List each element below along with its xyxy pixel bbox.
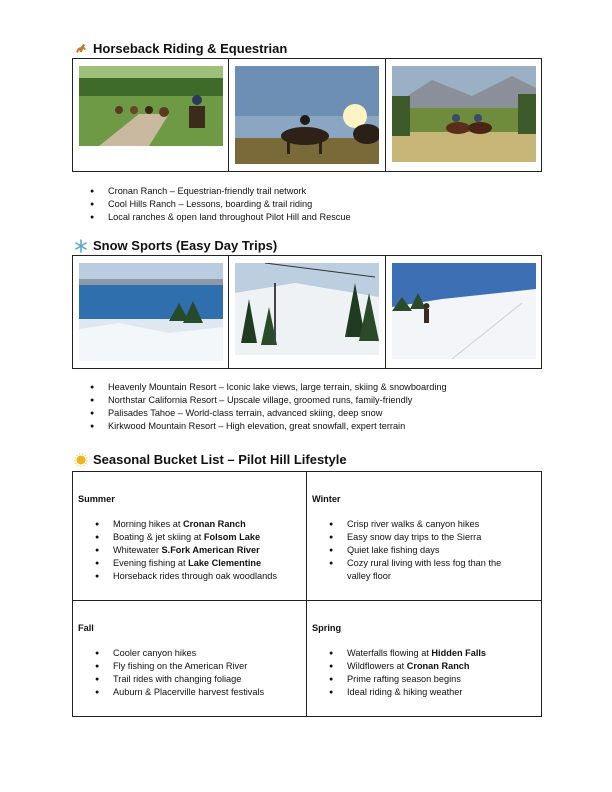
list-item: ● Palisades Tahoe – World-class terrain, advanced skiing, deep snow [90, 407, 447, 420]
list-item: ● Horseback rides through oak woodlands [95, 570, 285, 583]
seasonal-grid [72, 471, 542, 717]
section-heading-bucket [74, 452, 347, 467]
photo-cell [73, 256, 229, 368]
list-item: ● Ideal riding & hiking weather [329, 686, 519, 699]
place-name: Folsom Lake [203, 532, 261, 542]
photo-cell [386, 256, 541, 368]
horse-icon [74, 42, 88, 56]
season-winter [307, 472, 541, 601]
list-item: ● Cronan Ranch – Equestrian-friendly trail network [90, 185, 351, 198]
season-fall [73, 601, 307, 716]
photo-cell [229, 59, 385, 171]
place-name: Hidden Falls [431, 648, 487, 658]
lake-view-ski-photo [79, 263, 223, 361]
list-item: ● Crisp river walks & canyon hikes [329, 518, 519, 531]
photo-table-snow [72, 255, 542, 369]
section-title: Horseback Riding & Equestrian [93, 41, 288, 56]
list-item: ● Heavenly Mountain Resort – Iconic lake views, large terrain, skiing & snowboarding [90, 381, 447, 394]
list-item: ● Auburn & Placerville harvest festivals [95, 686, 285, 699]
season-summer [73, 472, 307, 601]
section-title: Seasonal Bucket List – Pilot Hill Lifestyle [93, 452, 347, 467]
section-heading-snow [74, 238, 277, 253]
photo-cell [229, 256, 385, 368]
season-list [95, 647, 285, 699]
season-title: Spring [312, 623, 342, 633]
equestrian-list [90, 185, 351, 224]
season-list [329, 518, 519, 583]
list-item: ● Local ranches & open land throughout Pilot Hill and Rescue [90, 211, 351, 224]
list-item: ● Cool Hills Ranch – Lessons, boarding & trail riding [90, 198, 351, 211]
snow-list [90, 381, 447, 433]
photo-cell [73, 59, 229, 171]
sun-icon [74, 453, 88, 467]
list-item: ● Whitewater S.Fork American River [95, 544, 285, 557]
snowflake-icon [74, 239, 88, 253]
season-title: Fall [78, 623, 94, 633]
list-item: ● Easy snow day trips to the Sierra [329, 531, 519, 544]
list-item: ● Morning hikes at Cronan Ranch [95, 518, 285, 531]
place-name: Lake Clementine [188, 558, 262, 568]
list-item: ● Boating & jet skiing at Folsom Lake [95, 531, 285, 544]
list-item: ● Quiet lake fishing days [329, 544, 519, 557]
list-item: ● Cozy rural living with less fog than the valley floor [329, 557, 519, 583]
meadow-riders-photo [392, 66, 536, 162]
list-item: ● Kirkwood Mountain Resort – High elevation, great snowfall, expert terrain [90, 420, 447, 433]
list-item: ● Northstar California Resort – Upscale village, groomed runs, family-friendly [90, 394, 447, 407]
list-item: ● Fly fishing on the American River [95, 660, 285, 673]
season-title: Summer [78, 494, 115, 504]
section-title: Snow Sports (Easy Day Trips) [93, 238, 278, 253]
section-heading-equestrian [74, 41, 287, 56]
list-item: ● Wildflowers at Cronan Ranch [329, 660, 519, 673]
list-item: ● Cooler canyon hikes [95, 647, 285, 660]
season-list [95, 518, 285, 583]
trail-riders-photo [79, 66, 223, 146]
ski-lift-photo [235, 263, 379, 355]
season-title: Winter [312, 494, 341, 504]
list-item: ● Prime rafting season begins [329, 673, 519, 686]
photo-cell [386, 59, 541, 171]
season-spring [307, 601, 541, 716]
list-item: ● Waterfalls flowing at Hidden Falls [329, 647, 519, 660]
place-name: S.Fork American River [161, 545, 260, 555]
place-name: Cronan Ranch [406, 661, 470, 671]
photo-table-equestrian [72, 58, 542, 172]
snowshoe-slope-photo [392, 263, 536, 359]
list-item: ● Evening fishing at Lake Clementine [95, 557, 285, 570]
place-name: Cronan Ranch [182, 519, 246, 529]
sunset-rider-photo [235, 66, 379, 164]
season-list [329, 647, 519, 699]
list-item: ● Trail rides with changing foliage [95, 673, 285, 686]
